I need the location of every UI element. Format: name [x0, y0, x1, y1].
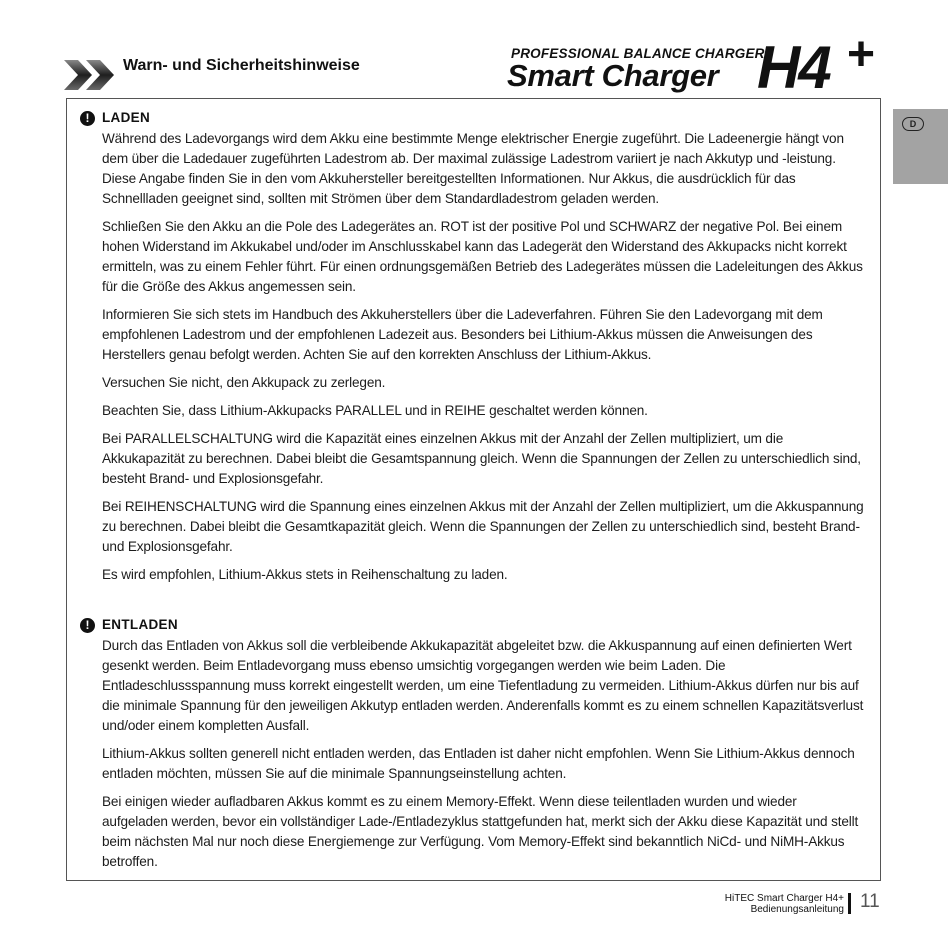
language-tab [893, 109, 948, 184]
paragraph: Versuchen Sie nicht, den Akkupack zu zerlegen. [102, 375, 386, 390]
paragraph: Während des Ladevorgangs wird dem Akku eine bestimmte Menge elektrischer Energie zugeführt. Die Ladeenergie hängt von dem über die Ladedauer zugeführten Ladestrom ab. Der maximal zulässige Ladestrom variiert je nach Akkutyp und -leistung. Diese Angabe finden Sie in den vom Akkuhersteller bereitgestellten Informationen. Nur Akkus, die ausdrücklich für das Schnellladen geeignet sind, sollten mit Strömen über dem Standardladestrom geladen werden. [102, 131, 844, 206]
exclamation-circle-icon: ! [80, 618, 95, 633]
paragraph: Bei einigen wieder aufladbaren Akkus kommt es zu einem Memory-Effekt. Wenn diese teilentladen wurden und wieder aufgeladen werden, bevor ein vollständiger Lade-/Entladezyklus stattgefunden hat, merkt sich der Akku diese Kapazität und stellt beim nächsten Mal nur noch diese Energiemenge zur Verfügung. Vom Memory-Effekt sind bekanntlich NiCd- und NiMH-Akkus betroffen. [102, 794, 859, 869]
language-badge: D [902, 117, 924, 131]
paragraph: Bei PARALLELSCHALTUNG wird die Kapazität eines einzelnen Akkus mit der Anzahl der Zellen multipliziert, um die Akkukapazität zu berechnen. Dabei bleibt die Gesamtspannung gleich. Wenn die Spannungen der Zellen zu unterschiedlich sind, besteht Brand- und Explosionsgefahr. [102, 431, 861, 486]
paragraph: Schließen Sie den Akku an die Pole des Ladegerätes an. ROT ist der positive Pol und SCHWARZ der negative Pol. Bei einem hohen Widerstand im Akkukabel und/oder im Anschlusskabel kann das Ladegerät den Widerstand des Akkupacks nicht korrekt ermitteln, was zu einem Fehler führt. Für einen ordnungsgemäßen Betrieb des Ladegerätes müssen die Ladeleitungen des Akkus für die Größe des Akkus angemessen sein. [102, 219, 863, 294]
exclamation-circle-icon: ! [80, 111, 95, 126]
double-chevron-icon [64, 58, 120, 92]
footer-divider [848, 893, 851, 914]
section-heading: LADEN [102, 110, 150, 125]
section-title: Warn- und Sicherheitshinweise [123, 57, 360, 74]
brand-plus: + [847, 28, 876, 81]
footer-doc: Bedienungsanleitung [750, 904, 844, 915]
paragraph: Es wird empfohlen, Lithium-Akkus stets in Reihenschaltung zu laden. [102, 567, 508, 582]
section-body [102, 636, 866, 880]
section-heading: ENTLADEN [102, 617, 178, 632]
paragraph: Beachten Sie, dass Lithium-Akkupacks PARALLEL und in REIHE geschaltet werden können. [102, 403, 648, 418]
paragraph: Lithium-Akkus sollten generell nicht entladen werden, das Entladen ist daher nicht empfohlen. Wenn Sie Lithium-Akkus dennoch entladen möchten, müssen Sie auf die minimale Spannungseinstellung achten. [102, 746, 855, 781]
page-number: 11 [860, 891, 880, 912]
brand-subtitle: PROFESSIONAL BALANCE CHARGER [511, 46, 765, 61]
paragraph: Bei REIHENSCHALTUNG wird die Spannung eines einzelnen Akkus mit der Anzahl der Zellen multipliziert, um die Akkuspannung zu berechnen. Dabei bleibt die Gesamtkapazität gleich. Wenn die Spannungen der Zellen zu unterschiedlich sind, besteht Brand- und Explosionsgefahr. [102, 499, 864, 554]
footer-product: HiTEC Smart Charger H4+ [724, 893, 844, 904]
paragraph: Durch das Entladen von Akkus soll die verbleibende Akkukapazität abgeleitet bzw. die Akkuspannung auf einen definierten Wert gesenkt werden. Beim Entladevorgang muss ebenso umsichtig vorgegangen werden wie beim Laden. Die Entladeschlussspannung muss korrekt eingestellt werden, um eine Tiefentladung zu vermeiden. Lithium-Akkus dürfen nur bis auf die minimale Spannung für den jeweiligen Akkutyp entladen werden. Anderenfalls kommt es zu einem schnellen Kapazitätsverlust und/oder einem kompletten Ausfall. [102, 638, 864, 733]
footer-text [725, 893, 844, 915]
brand-model: H4 [757, 34, 830, 101]
paragraph: Informieren Sie sich stets im Handbuch des Akkuherstellers über die Ladeverfahren. Führen Sie den Ladevorgang mit dem empfohlenen Ladestrom und der empfohlenen Ladezeit aus. Besonders bei Lithium-Akkus müssen die Anweisungen des Herstellers genau befolgt werden. Achten Sie auf den korrekten Anschluss der Lithium-Akkus. [102, 307, 823, 362]
section-body [102, 129, 866, 593]
brand-logo [505, 28, 890, 101]
brand-name: Smart Charger [507, 58, 719, 93]
